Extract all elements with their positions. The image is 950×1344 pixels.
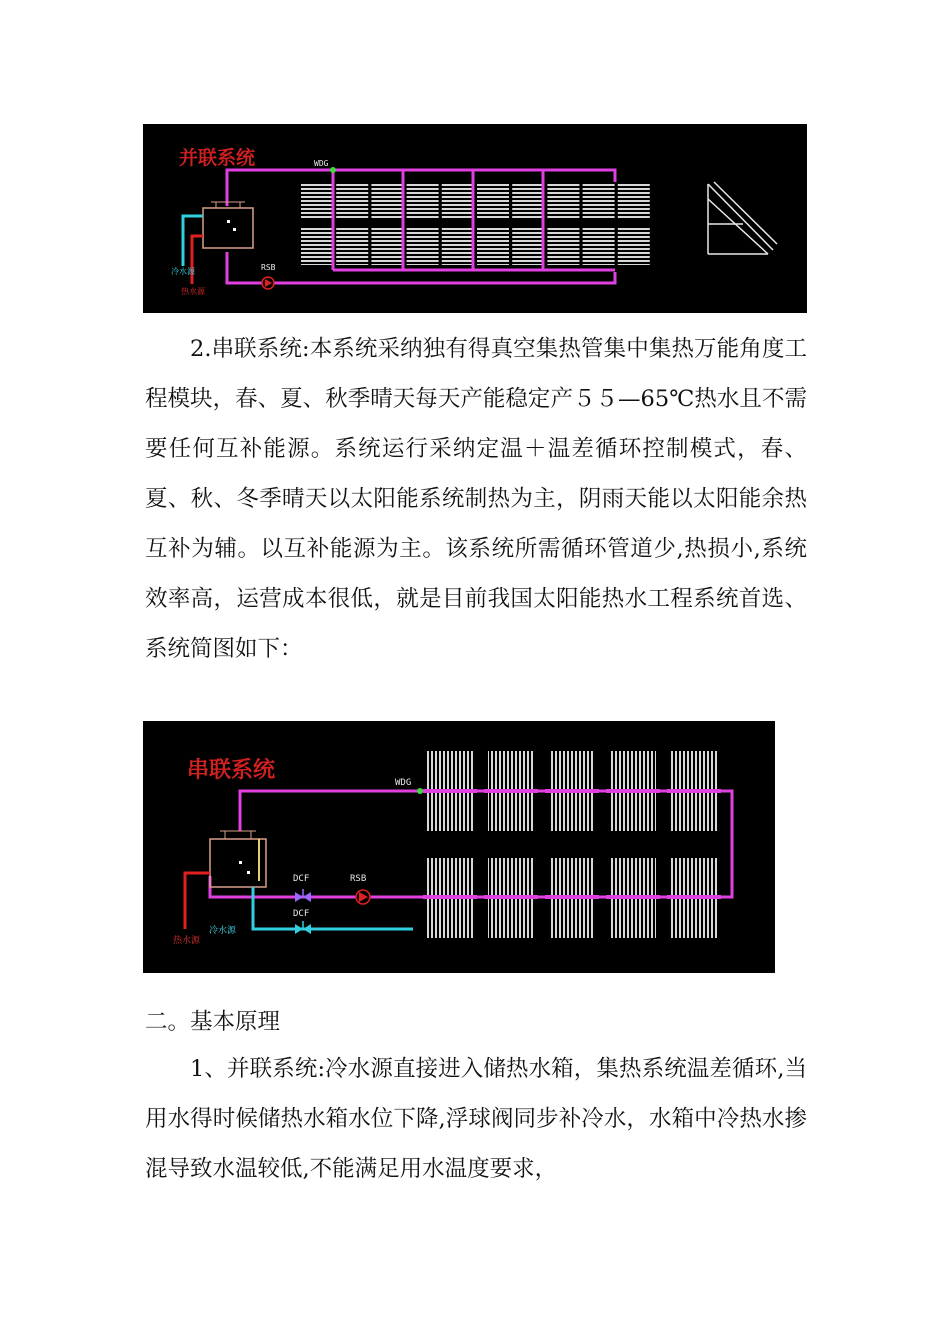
collector-panel: [547, 182, 579, 220]
collector-panel: [547, 227, 579, 265]
collector-panel: [442, 182, 474, 220]
collector-side-view-icon: [708, 182, 777, 254]
vent-label: WDG: [395, 778, 412, 788]
collector-panel: [371, 182, 403, 220]
collector-panel: [336, 182, 368, 220]
valve-icon: [295, 889, 311, 902]
collector-panel: [301, 227, 333, 265]
hot-source-label: 热水源: [181, 287, 205, 296]
hot-water-pipe: [185, 873, 210, 929]
collector-panel: [407, 227, 439, 265]
series-system-paragraph: 2.串联系统:本系统采纳独有得真空集热管集中集热万能角度工程模块，春、夏、秋季晴天每天产能稳定产５５—65℃热水且不需要任何互补能源。系统运行采纳定温＋温差循环控制模式，春、夏、秋、冬季晴天以太阳能系统制热为主，阴雨天能以太阳能余热互补为辅。以互补能源为主。该系统所需循环管道少,热损小,系统效率高，运营成本很低，就是目前我国太阳能热水工程系统首选、 系统简图如下：: [145, 336, 807, 662]
collector-panel: [407, 182, 439, 220]
parallel-system-diagram: [143, 124, 807, 313]
pump-label: RSB: [261, 263, 276, 272]
collector-panel: [583, 227, 615, 265]
storage-tank-icon: [210, 831, 266, 887]
collector-panel: [477, 227, 509, 265]
vent-valve-icon: [330, 167, 336, 173]
section-heading: 二。基本原理: [145, 1009, 281, 1035]
collector-panel: [583, 182, 615, 220]
collector-panel: [301, 182, 333, 220]
valve-label-1: DCF: [293, 874, 310, 884]
valve-icon: [295, 921, 311, 934]
collector-array: [423, 751, 721, 938]
series-system-diagram: [143, 721, 775, 973]
collector-array: [301, 182, 650, 265]
collector-panel: [512, 182, 544, 220]
vent-valve-icon: [417, 788, 423, 794]
cold-source-label: 冷水源: [209, 926, 237, 936]
collector-panel: [442, 227, 474, 265]
collector-panel: [512, 227, 544, 265]
valve-label-2: DCF: [293, 909, 310, 919]
collector-panel: [618, 182, 650, 220]
collector-panel: [618, 227, 650, 265]
cold-source-label: 冷水源: [171, 267, 195, 276]
collector-panel: [371, 227, 403, 265]
hot-water-pipe: [192, 236, 203, 284]
parallel-title: 并联系统: [179, 147, 256, 169]
collector-panel: [336, 227, 368, 265]
collector-panel: [477, 182, 509, 220]
series-title: 串联系统: [187, 758, 276, 783]
hot-source-label: 热水源: [173, 936, 201, 946]
cold-water-pipe: [253, 887, 413, 929]
series-system-svg: [143, 721, 775, 973]
storage-tank-icon: [203, 202, 253, 248]
pump-label: RSB: [350, 874, 367, 884]
parallel-system-svg: [143, 124, 807, 313]
principle-paragraph: 1、并联系统:冷水源直接进入储热水箱，集热系统温差循环,当用水得时候储热水箱水位下降,浮球阀同步补冷水，水箱中冷热水掺混导致水温较低,不能满足用水温度要求，: [145, 1056, 807, 1182]
vent-label: WDG: [314, 159, 329, 168]
